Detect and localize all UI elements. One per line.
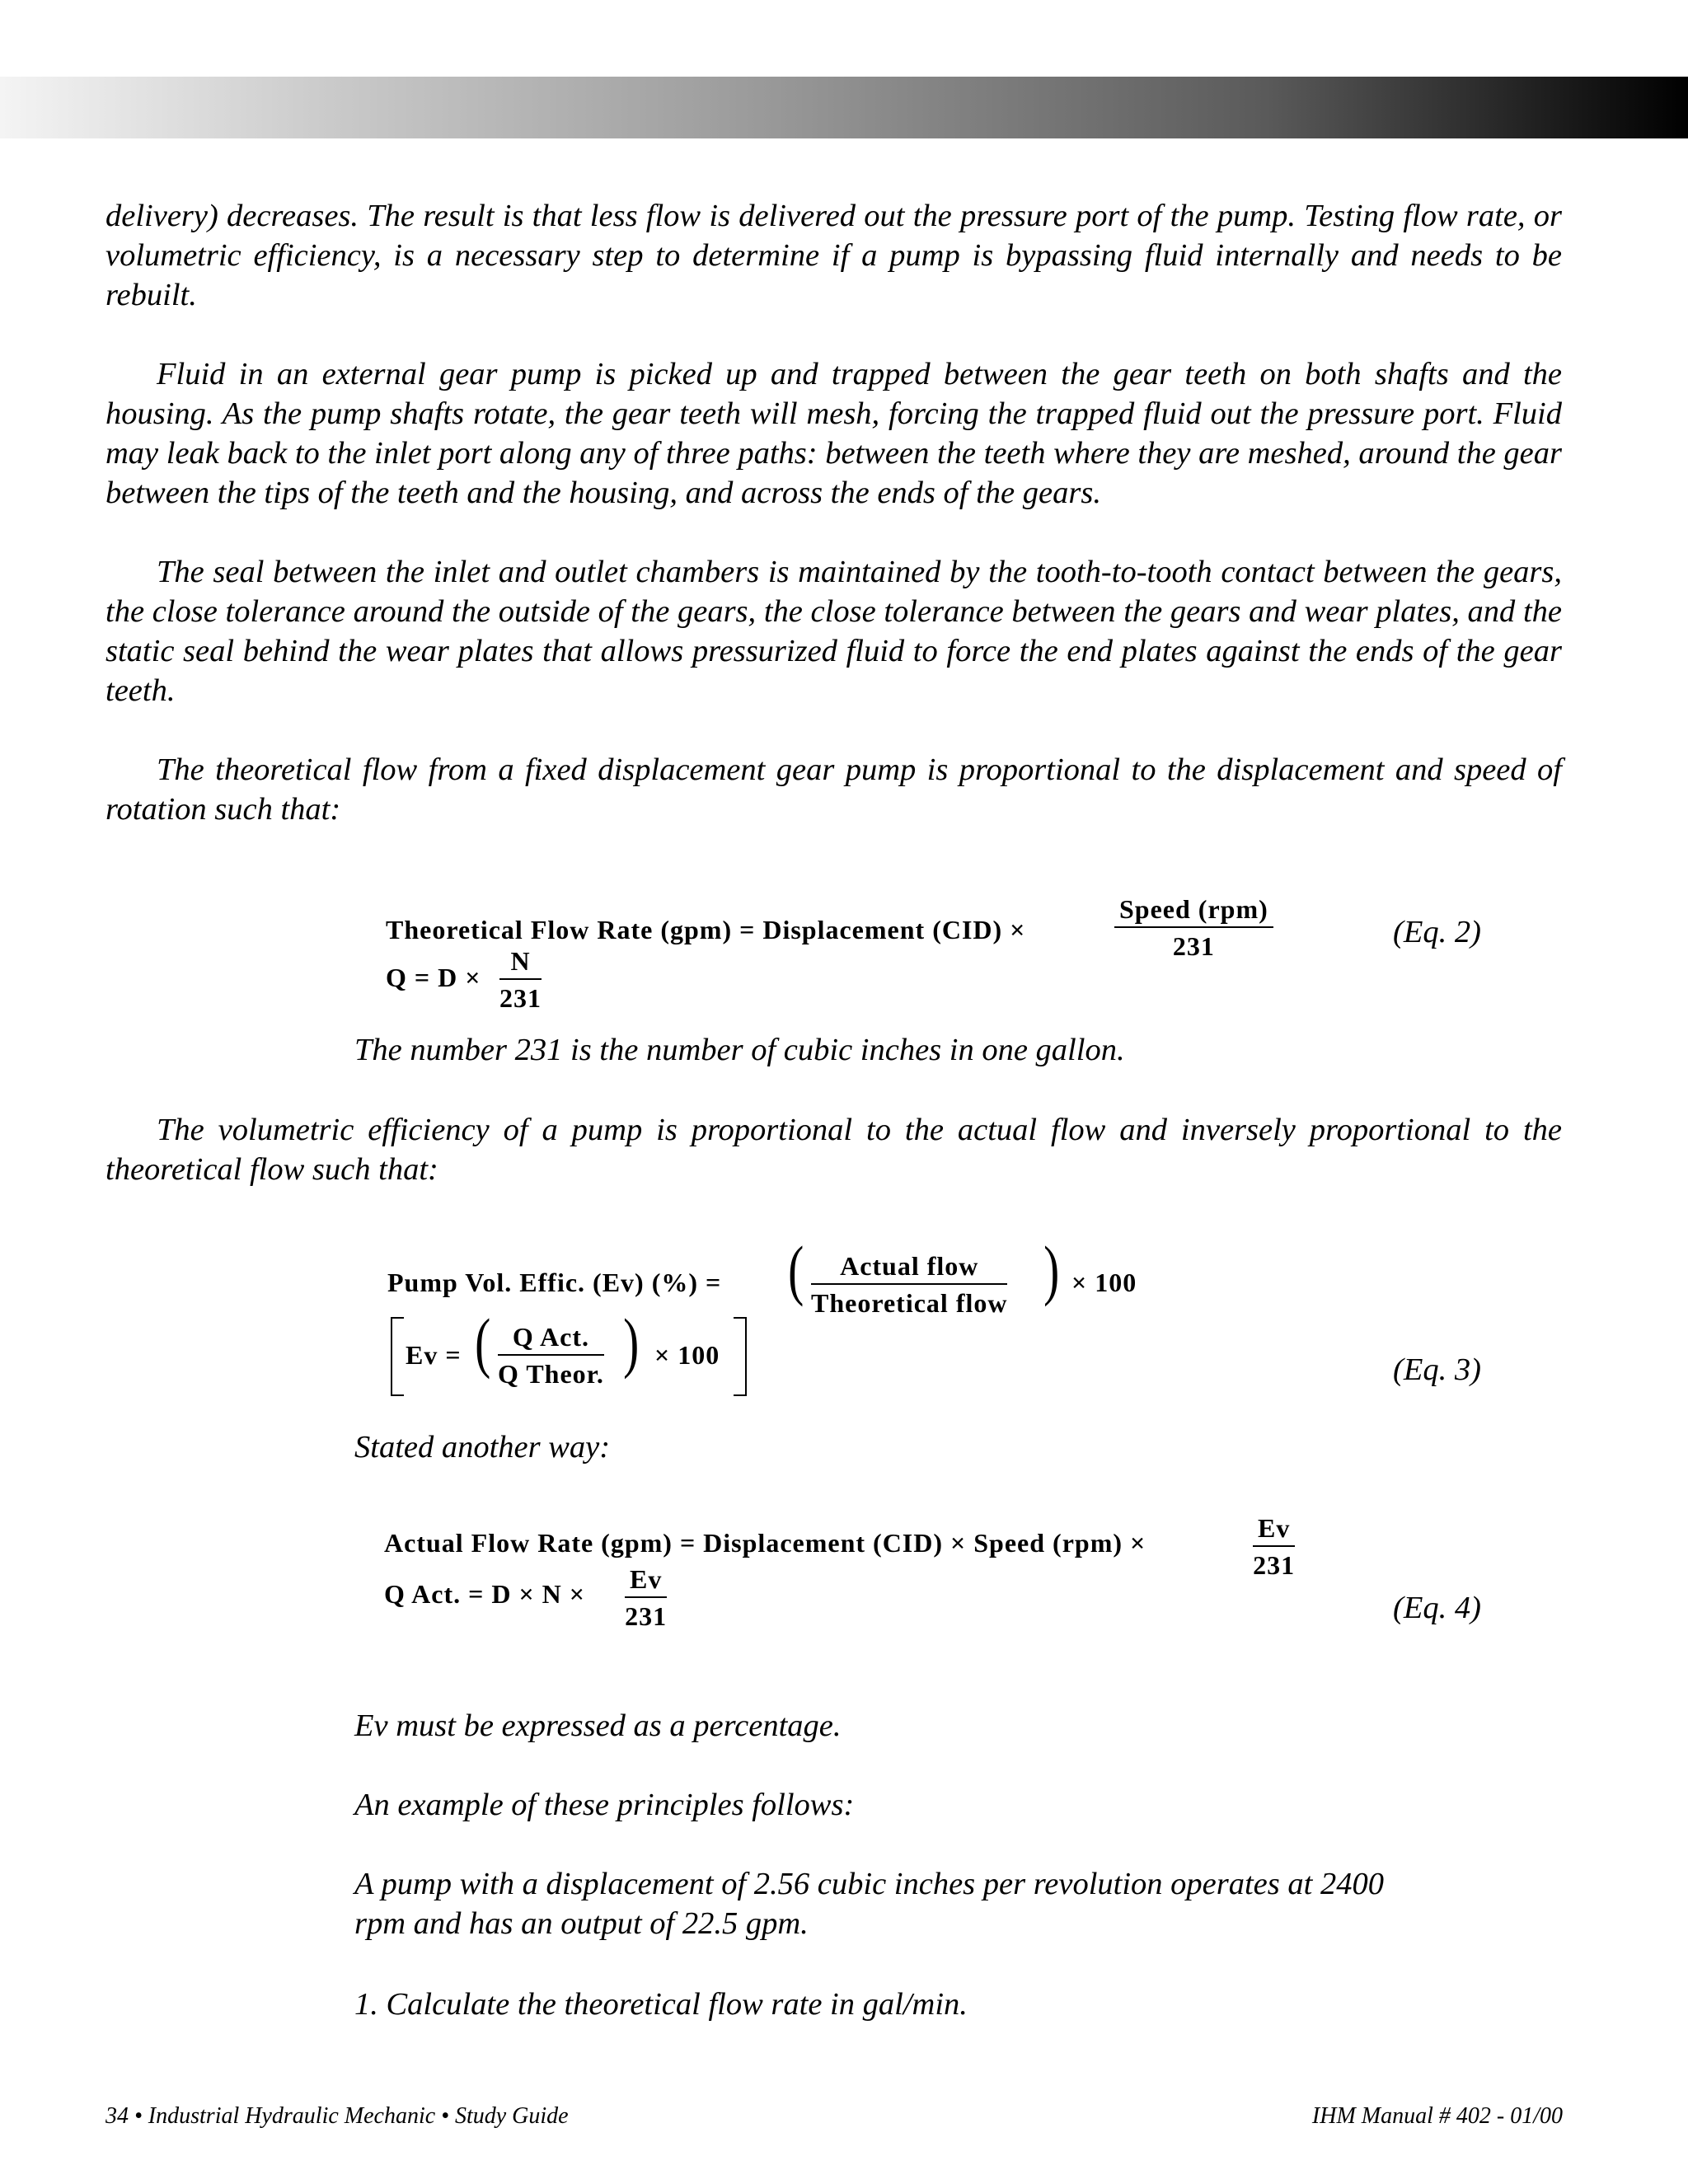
paragraph-seal-description: The seal between the inlet and outlet chambers is maintained by the tooth-to-tooth contact between the gears, the close tolerance around the outside of the gears, the close tolerance between the gears and wear plates, and the static seal behind the wear plates that allows pressurized fluid to force the end plates against the ends of the gear teeth. [106, 555, 1562, 708]
eq2-line1-fraction [1114, 896, 1273, 959]
eq3-line1-denominator: Theoretical flow [811, 1288, 1008, 1318]
eq3-line1-numerator: Actual flow [811, 1253, 1007, 1285]
eq2-line1-denominator: 231 [1172, 931, 1215, 961]
eq2-line2-text: Q = D × [386, 963, 481, 992]
eq3-line1-tail: × 100 [1071, 1268, 1137, 1297]
eq3-line2-close-paren: ) [623, 1305, 640, 1380]
eq3-line2-left-bracket [391, 1317, 404, 1396]
eq3-line2-text: Ev = [406, 1340, 462, 1370]
paragraph-theoretical-flow: The theoretical flow from a fixed displacement gear pump is proportional to the displacement and speed of rotation such that: [106, 752, 1562, 827]
note-ev-percentage: Ev must be expressed as a percentage. [354, 1708, 842, 1743]
eq3-line1-text: Pump Vol. Effic. (Ev) (%) = [387, 1268, 722, 1297]
eq3-line2-numerator: Q Act. [498, 1324, 604, 1356]
eq2-line2-denominator: 231 [499, 983, 542, 1013]
eq2-line1-text: Theoretical Flow Rate (gpm) = Displacement (CID) × [386, 915, 1026, 944]
note-example-intro: An example of these principles follows: [354, 1788, 855, 1822]
paragraph-volumetric-efficiency: The volumetric efficiency of a pump is proportional to the actual flow and inversely proportional to the theoretical flow such that: [106, 1113, 1562, 1187]
eq4-line2-fraction [625, 1566, 667, 1629]
note-231-cubic-inches: The number 231 is the number of cubic inches in one gallon. [354, 1033, 1125, 1067]
eq3-label: (Eq. 3) [1393, 1352, 1481, 1387]
header-gradient-bar [0, 77, 1688, 138]
eq4-line1-fraction [1253, 1515, 1295, 1578]
eq3-line1-close-paren: ) [1043, 1232, 1060, 1307]
eq4-line1-text: Actual Flow Rate (gpm) = Displacement (CID) × Speed (rpm) × [384, 1528, 1146, 1558]
note-example-line-1: A pump with a displacement of 2.56 cubic inches per revolution operates at 2400 [354, 1867, 1384, 1901]
footer-manual-number: IHM Manual # 402 - 01/00 [1311, 2103, 1563, 2129]
eq3-line2-tail: × 100 [654, 1340, 720, 1370]
eq3-line2-right-bracket [734, 1317, 747, 1396]
step-1-calculate: 1. Calculate the theoretical flow rate in gal/min. [354, 1987, 968, 2022]
eq4-line2-denominator: 231 [625, 1601, 668, 1631]
footer-page-info: 34 • Industrial Hydraulic Mechanic • Study Guide [106, 2103, 569, 2129]
eq4-label: (Eq. 4) [1393, 1591, 1481, 1625]
eq4-line2-numerator: Ev [625, 1566, 667, 1598]
eq3-line1-fraction [811, 1253, 1007, 1316]
eq4-line2-text: Q Act. = D × N × [384, 1579, 586, 1609]
eq4-line1-denominator: 231 [1253, 1550, 1296, 1580]
eq2-line2-numerator: N [499, 948, 542, 980]
eq3-line2-fraction [498, 1324, 604, 1387]
eq3-line2-denominator: Q Theor. [498, 1359, 604, 1389]
paragraph-flow-testing: delivery) decreases. The result is that less flow is delivered out the pressure port of the pump. Testing flow rate, or volumetric efficiency, is a necessary step to determine if a pump is bypassing fluid internally and needs to be rebuilt. [106, 199, 1562, 312]
eq4-line1-numerator: Ev [1253, 1515, 1295, 1547]
eq3-line2-open-paren: ( [475, 1305, 491, 1380]
eq2-line2-fraction [499, 948, 542, 1011]
note-stated-another-way: Stated another way: [354, 1430, 611, 1465]
note-example-line-2: rpm and has an output of 22.5 gpm. [354, 1906, 809, 1941]
paragraph-gear-pump-leakage: Fluid in an external gear pump is picked up and trapped between the gear teeth on both shafts and the housing. As the pump shafts rotate, the gear teeth will mesh, forcing the trapped fluid out the pressure port. Fluid may leak back to the inlet port along any of three paths: between the teeth where they are meshed, around the gear between the tips of the teeth and the housing, and across the ends of the gears. [106, 357, 1562, 510]
eq2-line1-numerator: Speed (rpm) [1114, 896, 1273, 928]
eq2-label: (Eq. 2) [1393, 915, 1481, 949]
eq3-line1-open-paren: ( [788, 1232, 804, 1307]
